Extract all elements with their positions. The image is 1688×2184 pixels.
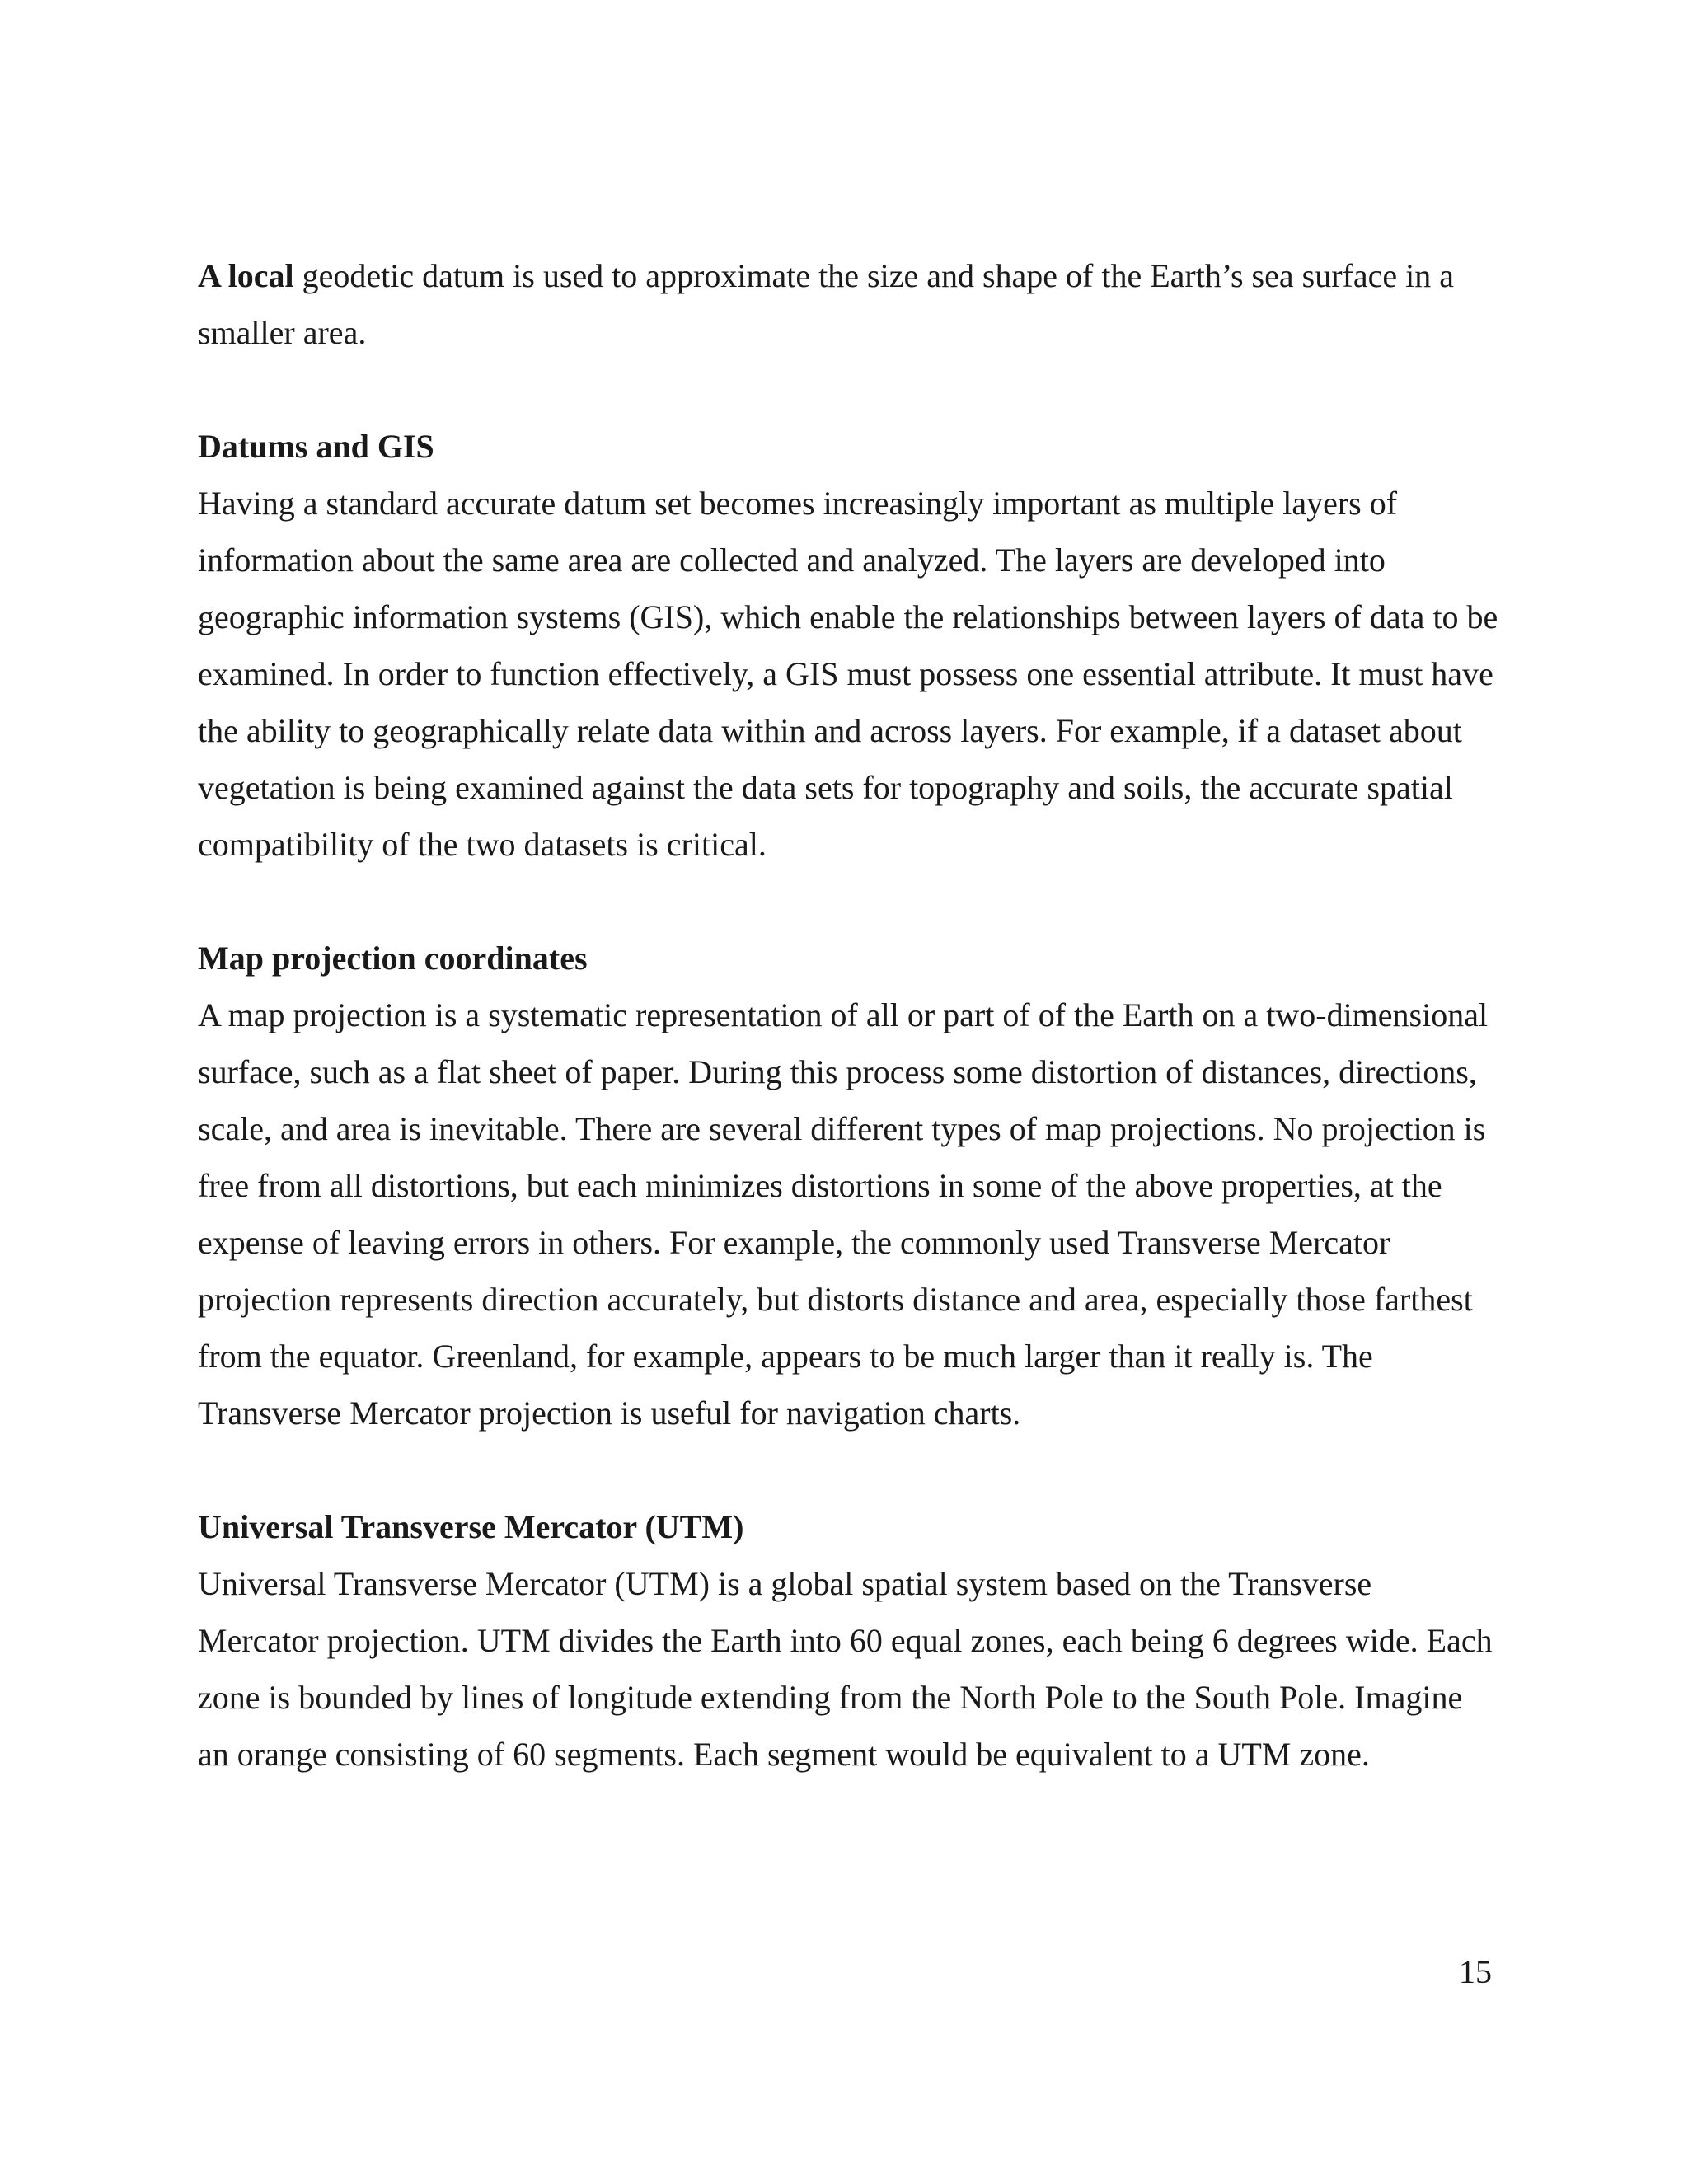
section-body: Universal Transverse Mercator (UTM) is a global spatial system based on the Transverse Mercator projection. UTM divides the Earth into 60 equal zones, each being 6 degrees wide. Each zone is bounded by lines of longitude extending from the North Pole to the South Pole. Imagine an orange consisting of 60 segments. Each segment would be equivalent to a UTM zone.: [198, 1565, 1493, 1773]
section-body: A map projection is a systematic representation of all or part of of the Earth on a two-dimensional surface, such as a flat sheet of paper. During this process some distortion of distances, directions, scale, and area is inevitable. There are several different types of map projections. No projection is free from all distortions, but each minimizes distortions in some of the above properties, at the expense of leaving errors in others. For example, the commonly used Transverse Mercator projection represents direction accurately, but distorts distance and area, especially those farthest from the equator. Greenland, for example, appears to be much larger than it really is. The Transverse Mercator projection is useful for navigation charts.: [198, 996, 1489, 1432]
section-heading: Datums and GIS: [198, 428, 434, 465]
section-body: Having a standard accurate datum set becomes increasingly important as multiple layers of information about the same area are collected and analyzed. The layers are developed into geographic information systems (GIS), which enable the relationships between layers of data to be examined. In order to function effectively, a GIS must possess one essential attribute. It must have the ability to geographically relate data within and across layers. For example, if a dataset about vegetation is being examined against the data sets for topography and soils, the accurate spatial compatibility of the two datasets is critical.: [198, 485, 1498, 863]
section-utm: [198, 1498, 1500, 1783]
intro-text: geodetic datum is used to approximate the size and shape of the Earth’s sea surface in a smaller area.: [198, 257, 1454, 351]
page-number: 15: [1459, 1953, 1492, 1990]
section-datums-gis: [198, 418, 1500, 873]
section-heading: Universal Transverse Mercator (UTM): [198, 1508, 744, 1545]
intro-paragraph: [198, 247, 1500, 361]
section-heading: Map projection coordinates: [198, 940, 588, 977]
intro-lead-term: A local: [198, 257, 294, 294]
section-map-projection: [198, 930, 1500, 1441]
page-content: [198, 247, 1500, 1840]
